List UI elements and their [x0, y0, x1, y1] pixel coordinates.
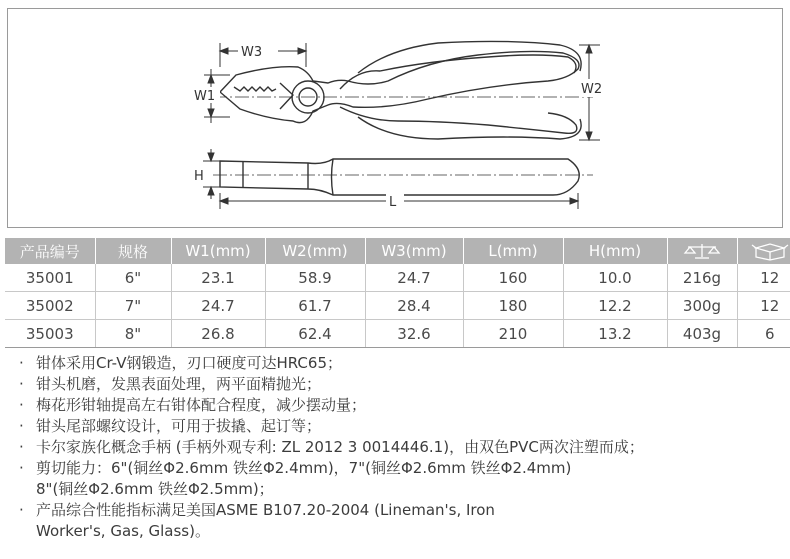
feature-text: 钳头尾部螺纹设计，可用于拔撬、起订等；	[36, 417, 322, 435]
cell-length: 180	[463, 292, 563, 320]
cell-height: 10.0	[563, 264, 667, 292]
lower-handle	[340, 107, 577, 133]
w3-label: W3	[241, 45, 263, 60]
feature-text: 钳头机磨，发黑表面处理，两平面精抛光；	[36, 375, 322, 393]
scale-icon	[682, 242, 722, 260]
cell-weight: 216g	[667, 264, 737, 292]
w2-label: W2	[581, 82, 603, 97]
feature-text: 卡尔家族化概念手柄 (手柄外观专利: ZL 2012 3 0014446.1)，由双色PVC两次注塑而成；	[36, 438, 644, 456]
feature-item	[16, 458, 784, 500]
cell-w3: 28.4	[365, 292, 463, 320]
cell-product-code: 35003	[5, 320, 95, 348]
cell-spec: 8"	[95, 320, 171, 348]
feature-text: 产品综合性能指标满足美国ASME B107.20-2004 (Lineman's, Iron	[36, 501, 495, 519]
box-icon	[750, 241, 790, 261]
cell-w2: 58.9	[265, 264, 365, 292]
header-w3: W3(mm)	[365, 238, 463, 264]
feature-item	[16, 353, 784, 374]
feature-item	[16, 500, 784, 542]
cell-weight: 300g	[667, 292, 737, 320]
bullet-icon: ·	[19, 417, 24, 435]
cell-w3: 32.6	[365, 320, 463, 348]
w1-label: W1	[194, 89, 216, 104]
cell-spec: 6"	[95, 264, 171, 292]
feature-item	[16, 437, 784, 458]
header-w1: W1(mm)	[171, 238, 265, 264]
feature-item	[16, 395, 784, 416]
header-height: H(mm)	[563, 238, 667, 264]
table-row	[5, 264, 790, 292]
l-label: L	[389, 195, 397, 210]
cell-quantity: 12	[737, 264, 790, 292]
cell-length: 210	[463, 320, 563, 348]
cell-quantity: 6	[737, 320, 790, 348]
feature-text-continuation: 8"(铜丝Φ2.6mm 铁丝Φ2.5mm)；	[36, 480, 274, 498]
pliers-drawing	[8, 9, 784, 229]
bullet-icon: ·	[19, 396, 24, 414]
feature-text: 钳体采用Cr-V钢锻造，刃口硬度可达HRC65；	[36, 354, 342, 372]
cell-length: 160	[463, 264, 563, 292]
cell-product-code: 35002	[5, 292, 95, 320]
cell-w3: 24.7	[365, 264, 463, 292]
header-spec: 规格	[95, 238, 171, 264]
feature-text: 剪切能力：6"(铜丝Φ2.6mm 铁丝Φ2.4mm)，7"(铜丝Φ2.6mm 铁丝Φ2.4mm)	[36, 459, 572, 477]
table-row	[5, 292, 790, 320]
feature-item	[16, 416, 784, 437]
header-quantity	[737, 238, 790, 264]
cell-quantity: 12	[737, 292, 790, 320]
pliers-diagram	[7, 8, 783, 228]
header-w2: W2(mm)	[265, 238, 365, 264]
cell-w1: 26.8	[171, 320, 265, 348]
h-label: H	[194, 169, 204, 184]
jaw-teeth	[234, 87, 276, 91]
bullet-icon: ·	[19, 459, 24, 477]
spec-table	[5, 238, 790, 348]
cell-w1: 23.1	[171, 264, 265, 292]
bullet-icon: ·	[19, 438, 24, 456]
cell-w2: 62.4	[265, 320, 365, 348]
feature-list	[16, 353, 784, 542]
cell-spec: 7"	[95, 292, 171, 320]
table-header-row	[5, 238, 790, 264]
cell-w2: 61.7	[265, 292, 365, 320]
bullet-icon: ·	[19, 501, 24, 519]
header-product-code: 产品编号	[5, 238, 95, 264]
table-row	[5, 320, 790, 348]
cell-weight: 403g	[667, 320, 737, 348]
header-weight	[667, 238, 737, 264]
cell-w1: 24.7	[171, 292, 265, 320]
feature-text-continuation: Worker's, Gas, Glass)。	[36, 522, 210, 540]
feature-text: 梅花形钳轴提高左右钳体配合程度，减少摆动量；	[36, 396, 367, 414]
cell-height: 12.2	[563, 292, 667, 320]
bullet-icon: ·	[19, 354, 24, 372]
bullet-icon: ·	[19, 375, 24, 393]
cell-product-code: 35001	[5, 264, 95, 292]
cutter-edge	[280, 83, 293, 109]
jaw-outline	[220, 51, 579, 122]
header-length: L(mm)	[463, 238, 563, 264]
cell-height: 13.2	[563, 320, 667, 348]
side-view-outline	[220, 159, 579, 195]
feature-item	[16, 374, 784, 395]
